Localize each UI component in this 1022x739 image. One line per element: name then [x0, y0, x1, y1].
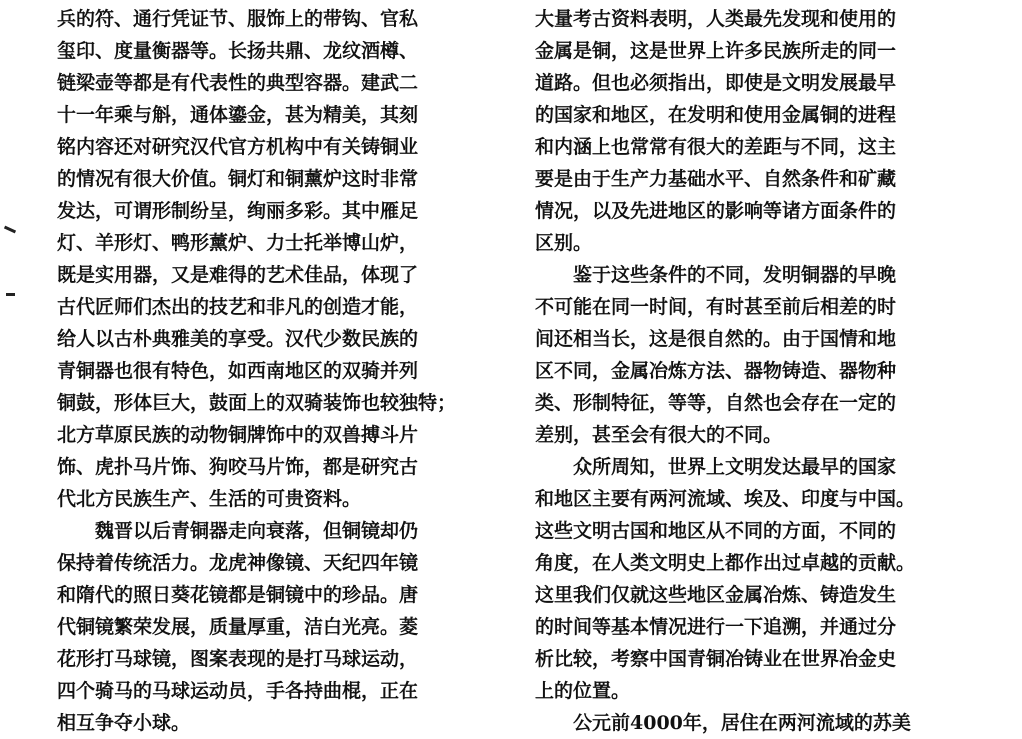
text-line: 情况，以及先进地区的影响等诸方面条件的: [535, 200, 897, 222]
text-line: 给人以古朴典雅美的享受。汉代少数民族的: [57, 328, 419, 350]
text-line: 既是实用器，又是难得的艺术佳品，体现了: [57, 264, 419, 286]
text-line: 四个骑马的马球运动员，手各持曲棍，正在: [57, 680, 419, 702]
right-text-column: [535, 3, 955, 739]
text-line: 金属是铜，这是世界上许多民族所走的同一: [535, 40, 897, 62]
text-line: 花形打马球镜，图案表现的是打马球运动，: [57, 648, 419, 670]
text-line: 角度，在人类文明史上都作出过卓越的贡献。: [535, 552, 916, 574]
text-line: 的国家和地区，在发明和使用金属铜的进程: [535, 104, 897, 126]
text-line: 古代匠师们杰出的技艺和非凡的创造才能，: [57, 296, 419, 318]
text-line: 和地区主要有两河流域、埃及、印度与中国。: [535, 488, 916, 510]
text-line: 魏晋以后青铜器走向衰落，但铜镜却仍: [95, 520, 419, 542]
text-line: 析比较，考察中国青铜冶铸业在世界冶金史: [535, 648, 897, 670]
text-line: 的时间等基本情况进行一下追溯，并通过分: [535, 616, 897, 638]
text-line: 保持着传统活力。龙虎神像镜、天纪四年镜: [57, 552, 419, 574]
text-line: 青铜器也很有特色，如西南地区的双骑并列: [57, 360, 419, 382]
scan-mark: [4, 226, 16, 234]
text-line: 间还相当长，这是很自然的。由于国情和地: [535, 328, 897, 350]
text-line: 和隋代的照日葵花镜都是铜镜中的珍品。唐: [57, 584, 419, 606]
text-line: 链梁壶等都是有代表性的典型容器。建武二: [57, 72, 419, 94]
text-line: 铭内容还对研究汉代官方机构中有关铸铜业: [57, 136, 419, 158]
text-line: 道路。但也必须指出，即使是文明发展最早: [535, 72, 897, 94]
text-line: 区不同，金属冶炼方法、器物铸造、器物种: [535, 360, 897, 382]
text-line: 代铜镜繁荣发展，质量厚重，洁白光亮。菱: [57, 616, 419, 638]
text-line: 的情况有很大价值。铜灯和铜薰炉这时非常: [57, 168, 419, 190]
text-line: 兵的符、通行凭证节、服饰上的带钩、官私: [57, 8, 419, 30]
text-line: 十一年乘与斛，通体鎏金，甚为精美，其刻: [57, 104, 419, 126]
text-line: 要是由于生产力基础水平、自然条件和矿藏: [535, 168, 897, 190]
text-line: 代北方民族生产、生活的可贵资料。: [57, 488, 362, 510]
text-line: 上的位置。: [535, 680, 631, 702]
text-line: 众所周知，世界上文明发达最早的国家: [573, 456, 897, 478]
text-line: 发达，可谓形制纷呈，绚丽多彩。其中雁足: [57, 200, 419, 222]
text-line: 灯、羊形灯、鸭形薰炉、力士托举博山炉，: [57, 232, 419, 254]
text-line: 公元前4000年，居住在两河流域的苏美: [573, 712, 911, 734]
text-line: 饰、虎扑马片饰、狗咬马片饰，都是研究古: [57, 456, 419, 478]
text-line: 区别。: [535, 232, 593, 254]
text-line: 类、形制特征，等等，自然也会存在一定的: [535, 392, 897, 414]
text-line: 不可能在同一时间，有时甚至前后相差的时: [535, 296, 897, 318]
text-line: 这里我们仅就这些地区金属冶炼、铸造发生: [535, 584, 897, 606]
text-line: 相互争夺小球。: [57, 712, 191, 734]
text-line: 大量考古资料表明，人类最先发现和使用的: [535, 8, 897, 30]
text-line: 玺印、度量衡器等。长扬共鼎、龙纹酒樽、: [57, 40, 419, 62]
scan-mark: [6, 293, 15, 296]
text-line: 和内涵上也常常有很大的差距与不同，这主: [535, 136, 897, 158]
text-line: 铜鼓，形体巨大，鼓面上的双骑装饰也较独特；: [57, 392, 457, 414]
text-line: 北方草原民族的动物铜牌饰中的双兽搏斗片: [57, 424, 419, 446]
text-line: 差别，甚至会有很大的不同。: [535, 424, 783, 446]
text-line: 鉴于这些条件的不同，发明铜器的早晚: [573, 264, 897, 286]
text-line: 这些文明古国和地区从不同的方面，不同的: [535, 520, 897, 542]
left-text-column: [57, 3, 477, 739]
